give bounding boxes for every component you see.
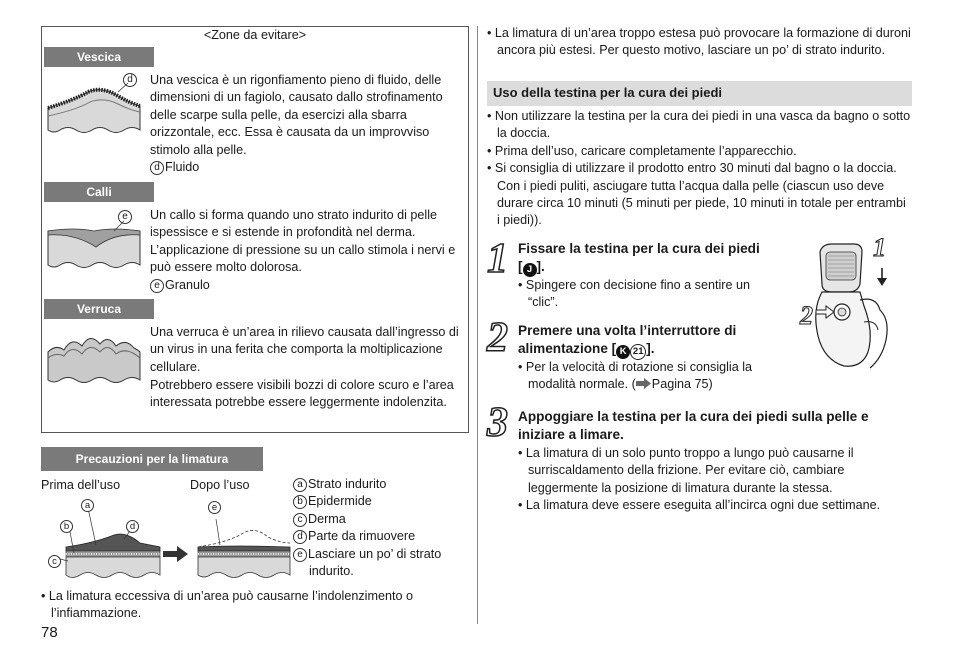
legend-e-cont: indurito. <box>309 564 354 579</box>
legend-c: c Derma <box>293 511 441 528</box>
before-label: Prima dell’uso <box>41 478 121 492</box>
marker-e-calli: e <box>118 210 132 224</box>
marker-d-vescica: d <box>123 73 137 87</box>
bullet-item: • Prima dell’uso, caricare completamente l’apparecchio. <box>487 143 797 158</box>
vescica-legend: d Fluido <box>150 159 199 176</box>
bullet-item: • La limatura di un solo punto troppo a lungo può causarne il surriscaldamento della frizione. Per evitare ciò, cambiare leggermente la posizione di limatura durante la stessa. <box>518 446 854 495</box>
after-label: Dopo l’uso <box>190 478 250 492</box>
arrow-right-icon <box>163 545 189 563</box>
calli-legend: e Granulo <box>150 277 210 294</box>
verruca-text-1: Una verruca è un’area in rilievo causata dall’ingresso di un virus in una ferita che comporta la moltiplicazione cellulare. <box>150 325 459 374</box>
precautions-legend <box>293 476 441 580</box>
legend-d: d Parte da rimuovere <box>293 528 441 545</box>
step-2-title: Premere una volta l’interruttore di alimentazione [ K 21 ]. <box>518 322 798 360</box>
legend-e: e Lasciare un po’ di strato <box>293 546 441 563</box>
wart-illustration <box>44 322 144 388</box>
step-1-title: Fissare la testina per la cura dei piedi [ J ]. <box>518 241 760 275</box>
precautions-title: Precauzioni per la limatura <box>41 447 263 471</box>
figure-label-1: 1 <box>873 233 886 262</box>
page-ref-link[interactable]: Pagina 75 <box>651 377 709 392</box>
calli-text: Un callo si forma quando uno strato indurito di pelle ispessisce e si estende in profondità nel derma. L’applicazione di pressione su un callo stimola i nervi e può essere molto dolorosa. <box>150 208 456 275</box>
precaution-note: • La limatura eccessiva di un’area può causarne l’indolenzimento o l’infiammazione. <box>41 589 413 621</box>
step-3-number: 3 <box>487 400 508 446</box>
vescica-text: Una vescica è un rigonfiamento pieno di fluido, delle dimensioni di un fagiolo, causato dallo strofinamento delle scarpe sulla pelle, da esercizi alla sbarra orizzontale, ecc. Essa è causata da un improvviso stimolo alla pelle. <box>150 73 443 157</box>
label-calli: Calli <box>44 182 154 202</box>
legend-a: a Strato indurito <box>293 476 441 493</box>
step-1-bullet: • Spingere con decisione fino a sentire un “clic”. <box>518 278 750 310</box>
marker-a-before: a <box>81 499 94 512</box>
right-intro: • La limatura di un’area troppo estesa può provocare la formazione di duroni ancora più estesi. Per questo motivo, lasciare un po’ di strato indurito. <box>487 26 911 58</box>
marker-d-before: d <box>126 520 139 533</box>
step-2-bullet: • Per la velocità di rotazione si consiglia la modalità normale. ( Pagina 75) <box>518 360 753 392</box>
page-number: 78 <box>41 624 58 641</box>
section-title: Uso della testina per la cura dei piedi <box>493 85 723 100</box>
bullet-item: • La limatura deve essere eseguita all’incirca ogni due settimane. <box>518 498 881 513</box>
legend-b: b Epidermide <box>293 493 441 510</box>
page-ref-arrow-icon <box>636 378 652 389</box>
label-vescica: Vescica <box>44 47 154 67</box>
verruca-text-2: Potrebbero essere visibili bozzi di colore scuro e l’area interessata potrebbe essere leggermente indolenzita. <box>150 378 454 410</box>
label-verruca: Verruca <box>44 299 154 319</box>
step-3-bullets <box>518 445 913 515</box>
part-j-badge: J <box>523 263 537 277</box>
marker-e: e <box>150 279 164 293</box>
part-k-badge: K <box>616 345 630 359</box>
device-illustration <box>798 240 910 372</box>
marker-e-after: e <box>208 501 221 514</box>
bullet-item: • Si consiglia di utilizzare il prodotto entro 30 minuti dal bagno o la doccia. Con i piedi puliti, asciugare tutta l’acqua dalla pelle (ciascun uso deve durare circa 10 minuti (5 minuti per piede, 10 minuti in totale per entrambi i piedi)). <box>487 161 906 228</box>
zones-header: <Zone da evitare> <box>203 28 307 42</box>
bullet-item: • Non utilizzare la testina per la cura dei piedi in una vasca da bagno o sotto la doccia. <box>487 109 911 141</box>
right-bullets <box>487 108 911 230</box>
step-1-number: 1 <box>487 236 508 282</box>
column-divider <box>477 26 478 624</box>
figure-label-2: 2 <box>800 301 813 330</box>
marker-d: d <box>150 161 164 175</box>
step-2-number: 2 <box>487 315 508 361</box>
part-21-number: 21 <box>630 344 646 360</box>
before-illustration <box>44 495 164 580</box>
step-3-title: Appoggiare la testina per la cura dei piedi sulla pelle e iniziare a limare. <box>518 409 869 442</box>
marker-b-before: b <box>60 520 73 533</box>
marker-c-before: c <box>48 555 61 568</box>
